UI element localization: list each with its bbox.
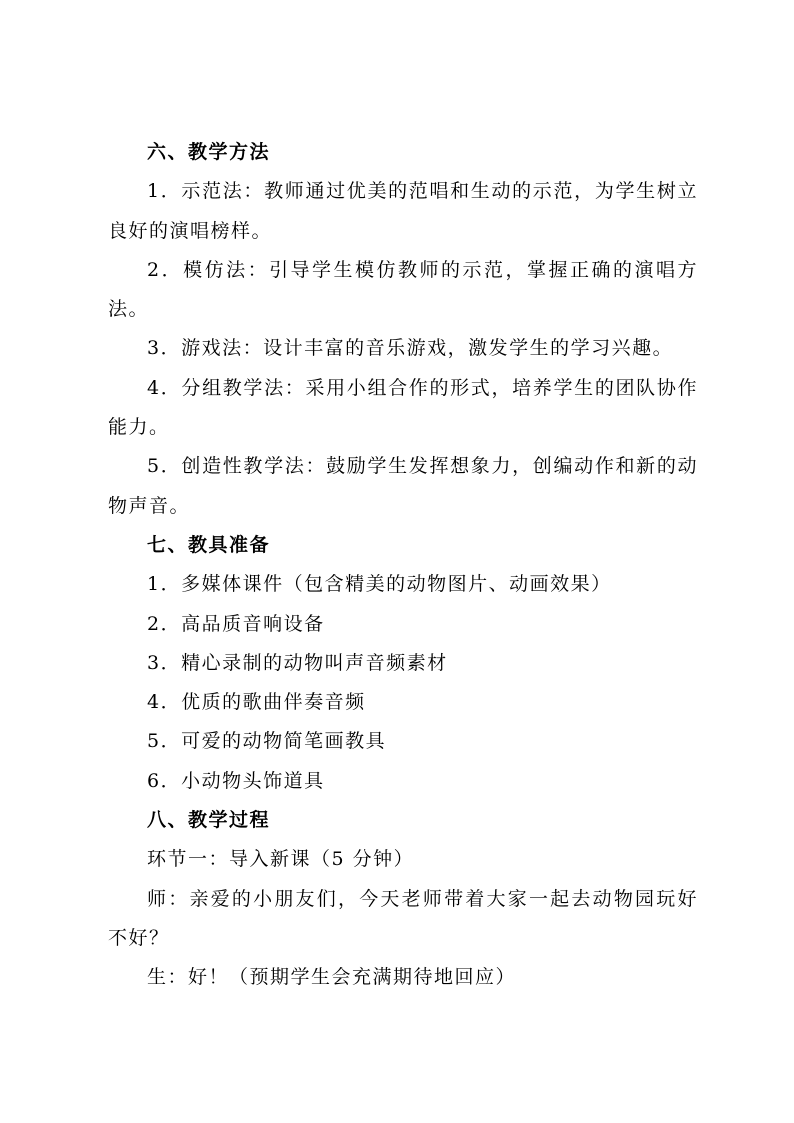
- aid-item-audio-equipment: 2．高品质音响设备: [147, 612, 325, 635]
- method-item-creative: 5．创造性教学法：鼓励学生发挥想象力，创编动作和新的动物声音。: [108, 455, 698, 517]
- aid-item-drawings: 5．可爱的动物简笔画教具: [147, 730, 387, 753]
- document-body: [108, 133, 698, 998]
- section-heading-teaching-aids: 七、教具准备: [147, 533, 271, 556]
- dialogue-teacher-line: 师：亲爱的小朋友们，今天老师带着大家一起去动物园玩好不好？: [108, 887, 698, 949]
- aid-item-accompaniment: 4．优质的歌曲伴奏音频: [147, 691, 366, 714]
- method-item-imitation: 2．模仿法：引导学生模仿教师的示范，掌握正确的演唱方法。: [108, 258, 698, 321]
- method-item-game: 3．游戏法：设计丰富的音乐游戏，激发学生的学习兴趣。: [147, 337, 674, 360]
- method-item-demonstration: 1．示范法：教师通过优美的范唱和生动的示范，为学生树立良好的演唱榜样。: [108, 180, 698, 242]
- aid-item-multimedia: 1．多媒体课件（包含精美的动物图片、动画效果）: [147, 573, 612, 596]
- section-heading-teaching-methods: 六、教学方法: [147, 141, 271, 163]
- dialogue-student-line: 生：好！（预期学生会充满期待地回应）: [147, 966, 517, 989]
- aid-item-headwear: 6．小动物头饰道具: [147, 769, 325, 792]
- section-heading-teaching-process: 八、教学过程: [147, 809, 271, 832]
- method-item-group: 4．分组教学法：采用小组合作的形式，培养学生的团队协作能力。: [108, 376, 698, 439]
- process-step-intro: 环节一：导入新课（5 分钟）: [147, 848, 415, 871]
- aid-item-animal-sounds: 3．精心录制的动物叫声音频素材: [147, 651, 448, 674]
